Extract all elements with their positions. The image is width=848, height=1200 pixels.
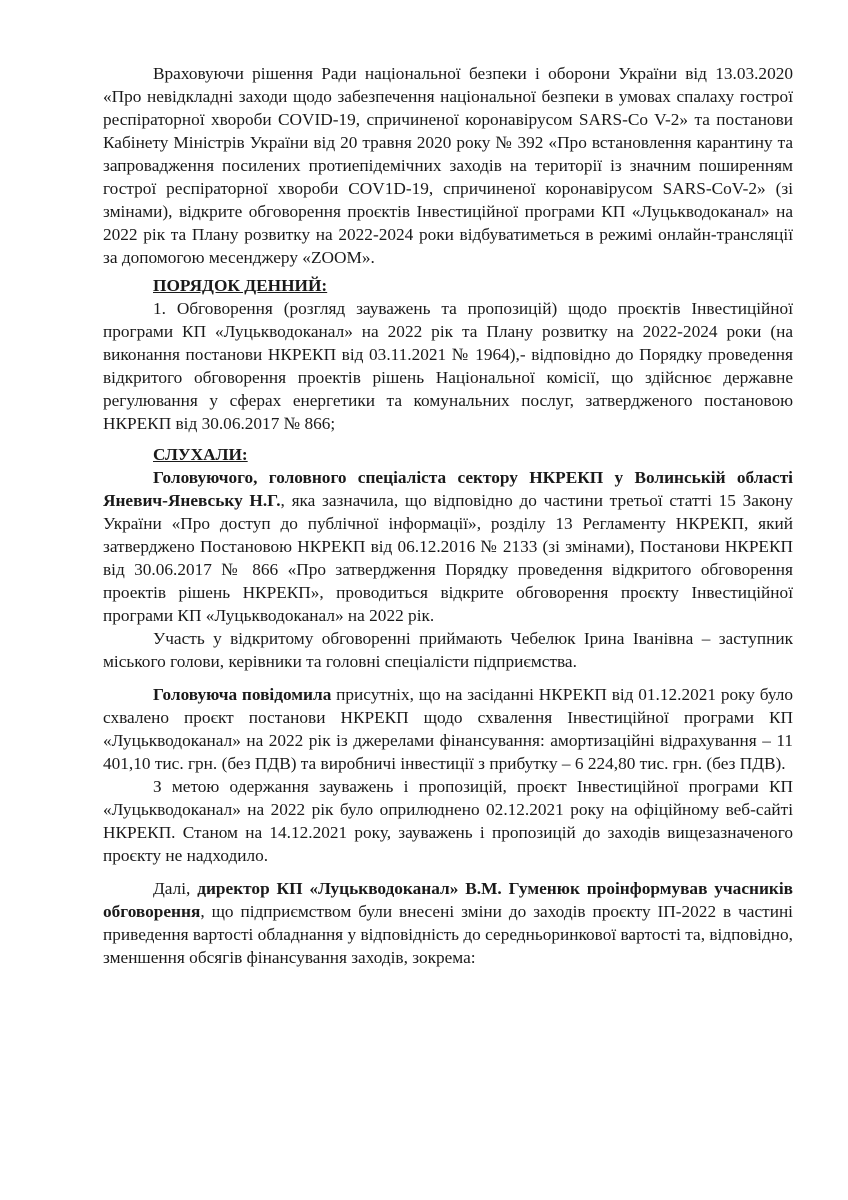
participants-paragraph: Участь у відкритому обговоренні приймають Чебелюк Ірина Іванівна – заступник міського голови, керівники та головні спеціалісти підприємства. [103,629,793,671]
chair-paragraph [103,683,793,775]
director-speaker: директор КП «Луцькводоканал» В.М. Гуменюк проінформував учасників обговорення [103,879,793,921]
agenda-item: 1. Обговорення (розгляд зауважень та пропозицій) щодо проєктів Інвестиційної програми КП «Луцькводоканал» на 2022 рік та Плану розвитку на 2022-2024 роки (на виконання постанови НКРЕКП від 03.11.2021 № 1964),- відповідно до Порядку проведення відкритого обговорення проектів рішень Національної комісії, що здійснює державне регулювання у сферах енергетики та комунальних послуг, затвердженого постановою НКРЕКП від 30.06.2017 № 866; [103,299,793,433]
intro-paragraph: Враховуючи рішення Ради національної безпеки і оборони України від 13.03.2020 «Про невідкладні заходи щодо забезпечення національної безпеки в умовах спалаху гострої респіраторної хвороби COVID-19, спричиненої коронавірусом SARS-Co V-2» та постанови Кабінету Міністрів України від 20 травня 2020 року № 392 «Про встановлення карантину та запровадження посилених протиепідемічних заходів на території із значним поширенням гострої респіраторної хвороби COV1D-19, спричиненої коронавірусом SARS-CoV-2» (зі змінами), відкрите обговорення проєктів Інвестиційної програми КП «Луцькводоканал» на 2022 рік та Плану розвитку на 2022-2024 роки відбуватиметься в режимі онлайн-трансляції за допомогою месенджеру «ZOOM». [103,64,793,267]
publication-paragraph: З метою одержання зауважень і пропозицій, проєкт Інвестиційної програми КП «Луцькводоканал» на 2022 рік було оприлюднено 02.12.2021 року на офіційному веб-сайті НКРЕКП. Станом на 14.12.2021 року, зауважень і пропозицій до заходів вищезазначеного проєкту не надходило. [103,777,793,865]
heard-heading: СЛУХАЛИ: [153,445,248,464]
heard-speaker: Головуючого, головного спеціаліста сектору НКРЕКП у Волинській області Яневич-Яневську Н.Г. [103,468,793,510]
chair-text: присутніх, що на засіданні НКРЕКП від 01.12.2021 року було схвалено проєкт постанови НКРЕКП щодо схвалення Інвестиційної програми КП «Луцькводоканал» на 2022 рік із джерелами фінансування: амортизаційні відрахування – 11 401,10 тис. грн. (без ПДВ) та виробничі інвестиції з прибутку – 6 224,80 тис. грн. (без ПДВ). [103,685,793,773]
director-paragraph [103,877,793,969]
agenda-heading: ПОРЯДОК ДЕННИЙ: [153,276,328,295]
director-text: , що підприємством були внесені зміни до заходів проєкту ІП-2022 в частині приведення вартості обладнання у відповідність до середньоринкової вартості та, відповідно, зменшення обсягів фінансування заходів, зокрема: [103,902,793,967]
director-lead: Далі, [153,879,198,898]
heard-text: , яка зазначила, що відповідно до частини третьої статті 15 Закону України «Про доступ до публічної інформації», розділу 13 Регламенту НКРЕКП, який затверджено Постановою НКРЕКП від 06.12.2016 № 2133 (зі змінами), Постанови НКРЕКП від 30.06.2017 № 866 «Про затвердження Порядку проведення відкритого обговорення проектів рішень НКРЕКП», проводиться відкрите обговорення проєкту Інвестиційної програми КП «Луцькводоканал» на 2022 рік. [103,491,793,625]
chair-lead: Головуюча повідомила [153,685,332,704]
heard-paragraph [103,466,793,627]
